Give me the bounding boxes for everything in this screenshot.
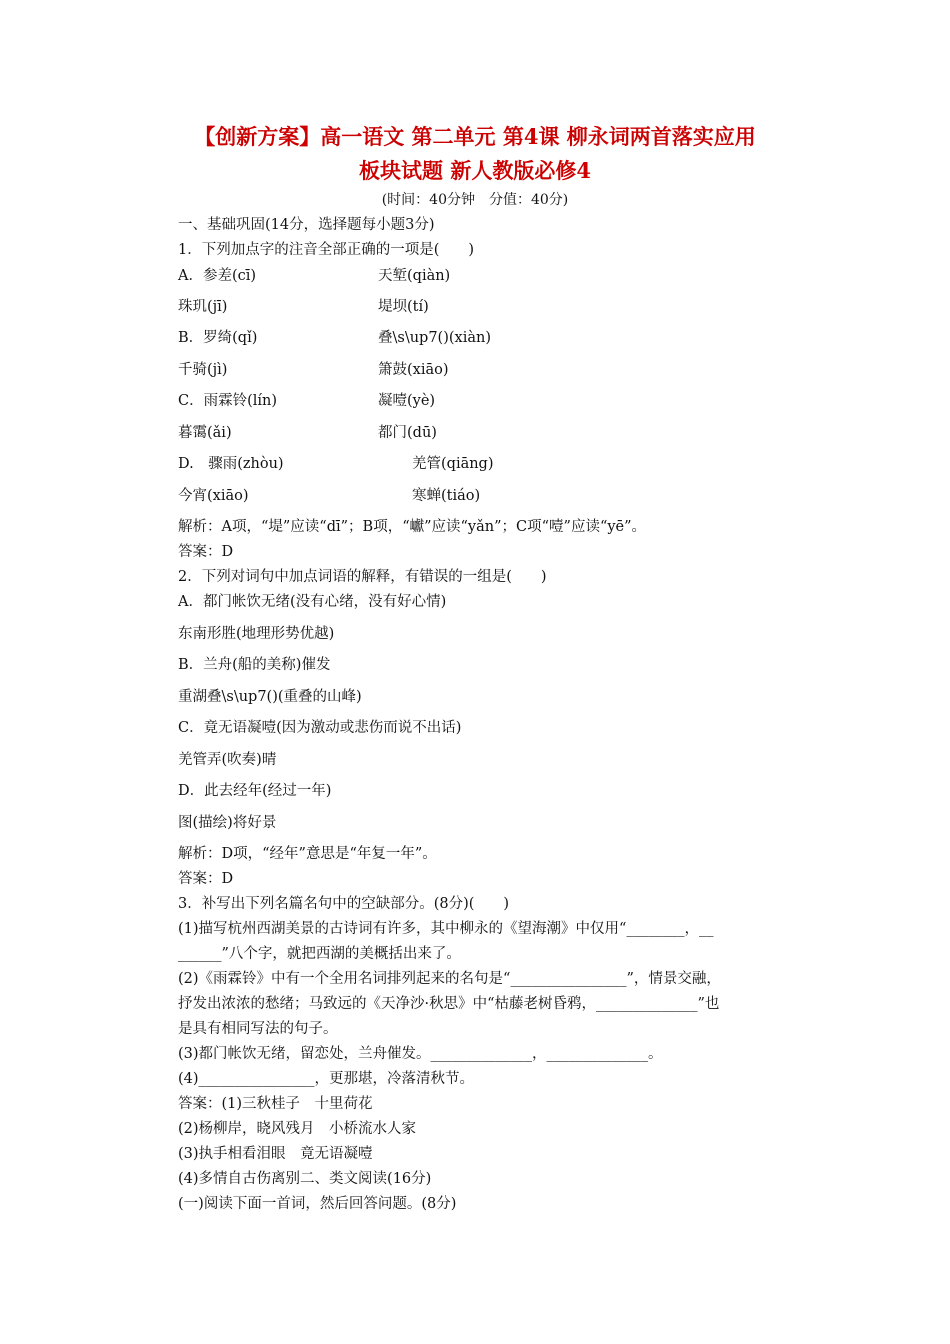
q1-option-b-2: 叠\s\up7()(xiàn)	[378, 330, 491, 346]
q2-option-c-1: C．竟无语凝噎(因为激动或悲伤而说不出话)	[178, 720, 462, 736]
q1-option-d-1: D. 骤雨(zhòu)	[178, 456, 284, 472]
q1-option-a-1: A．参差(cī)	[178, 268, 257, 284]
q1-option-c-1: C．雨霖铃(lín)	[178, 393, 278, 409]
reading-section-1: (一)阅读下面一首词，然后回答问题。(8分)	[178, 1196, 457, 1212]
q2-option-b-1: B．兰舟(船的美称)催发	[178, 657, 331, 673]
q3-part-1b: ______”八个字，就把西湖的美概括出来了。	[178, 946, 461, 962]
q2-option-d-2: 图(描绘)将好景	[178, 815, 277, 831]
q1-analysis: 解析：A项，“堤”应读“dī”；B项，“巘”应读“yǎn”；C项“噎”应读“yē”。	[178, 519, 647, 535]
q1-option-b-4: 箫鼓(xiāo)	[378, 362, 449, 378]
q1-option-b-3: 千骑(jì)	[178, 362, 228, 378]
q3-part-2a: (2)《雨霖铃》中有一个全用名词排列起来的名句是“________________”，情景交融，	[178, 971, 721, 987]
q2-option-b-2: 重湖叠\s\up7()(重叠的山峰)	[178, 689, 362, 705]
q1-option-c-3: 暮霭(ǎi)	[178, 425, 232, 441]
section-1-heading: 一、基础巩固(14分，选择题每小题3分)	[178, 217, 435, 233]
q2-answer: 答案：D	[178, 871, 234, 887]
q2-option-d-1: D．此去经年(经过一年)	[178, 783, 332, 799]
q2-option-a-1: A．都门帐饮无绪(没有心绪，没有好心情)	[178, 594, 447, 610]
q1-option-d-2: 羌管(qiāng)	[412, 456, 494, 472]
q3-part-3: (3)都门帐饮无绪，留恋处，兰舟催发。______________，______________。	[178, 1046, 663, 1062]
title-line-1: 【创新方案】高一语文 第二单元 第4课 柳永词两首落实应用	[194, 124, 756, 149]
q3-part-1a: (1)描写杭州西湖美景的古诗词有许多，其中柳永的《望海潮》中仅用“________，__	[178, 921, 714, 937]
q2-analysis: 解析：D项，“经年”意思是“年复一年”。	[178, 846, 437, 862]
subtitle: (时间：40分钟 分值：40分)	[381, 192, 569, 208]
q1-option-a-4: 堤坝(tí)	[378, 299, 429, 315]
question-3: 3．补写出下列名篇名句中的空缺部分。(8分)( )	[178, 896, 510, 912]
q3-answer-3: (3)执手相看泪眼 竟无语凝噎	[178, 1146, 373, 1162]
q1-option-b-1: B．罗绮(qǐ)	[178, 330, 258, 346]
q3-part-2c: 是具有相同写法的句子。	[178, 1021, 338, 1037]
q2-option-a-2: 东南形胜(地理形势优越)	[178, 626, 335, 642]
q1-option-d-4: 寒蝉(tiáo)	[412, 488, 481, 504]
q1-option-c-2: 凝噎(yè)	[378, 393, 436, 409]
q3-answer-1: 答案：(1)三秋桂子 十里荷花	[178, 1096, 373, 1112]
q1-option-a-2: 天堑(qiàn)	[378, 268, 451, 284]
q3-answer-4: (4)多情自古伤离别二、类文阅读(16分)	[178, 1171, 432, 1187]
q3-part-4: (4)________________，更那堪，冷落清秋节。	[178, 1071, 475, 1087]
q2-option-c-2: 羌管弄(吹奏)晴	[178, 752, 277, 768]
q1-option-d-3: 今宵(xiāo)	[178, 488, 249, 504]
question-1: 1．下列加点字的注音全部正确的一项是( )	[178, 242, 475, 258]
q1-option-a-3: 珠玑(jī)	[178, 299, 228, 315]
question-2: 2．下列对词句中加点词语的解释，有错误的一组是( )	[178, 569, 547, 585]
q1-answer: 答案：D	[178, 544, 234, 560]
q3-answer-2: (2)杨柳岸，晓风残月 小桥流水人家	[178, 1121, 417, 1137]
q1-option-c-4: 都门(dū)	[378, 425, 437, 441]
q3-part-2b: 抒发出浓浓的愁绪；马致远的《天净沙·秋思》中“枯藤老树昏鸦，______________”也	[178, 996, 720, 1012]
title-line-2: 板块试题 新人教版必修4	[359, 158, 591, 183]
